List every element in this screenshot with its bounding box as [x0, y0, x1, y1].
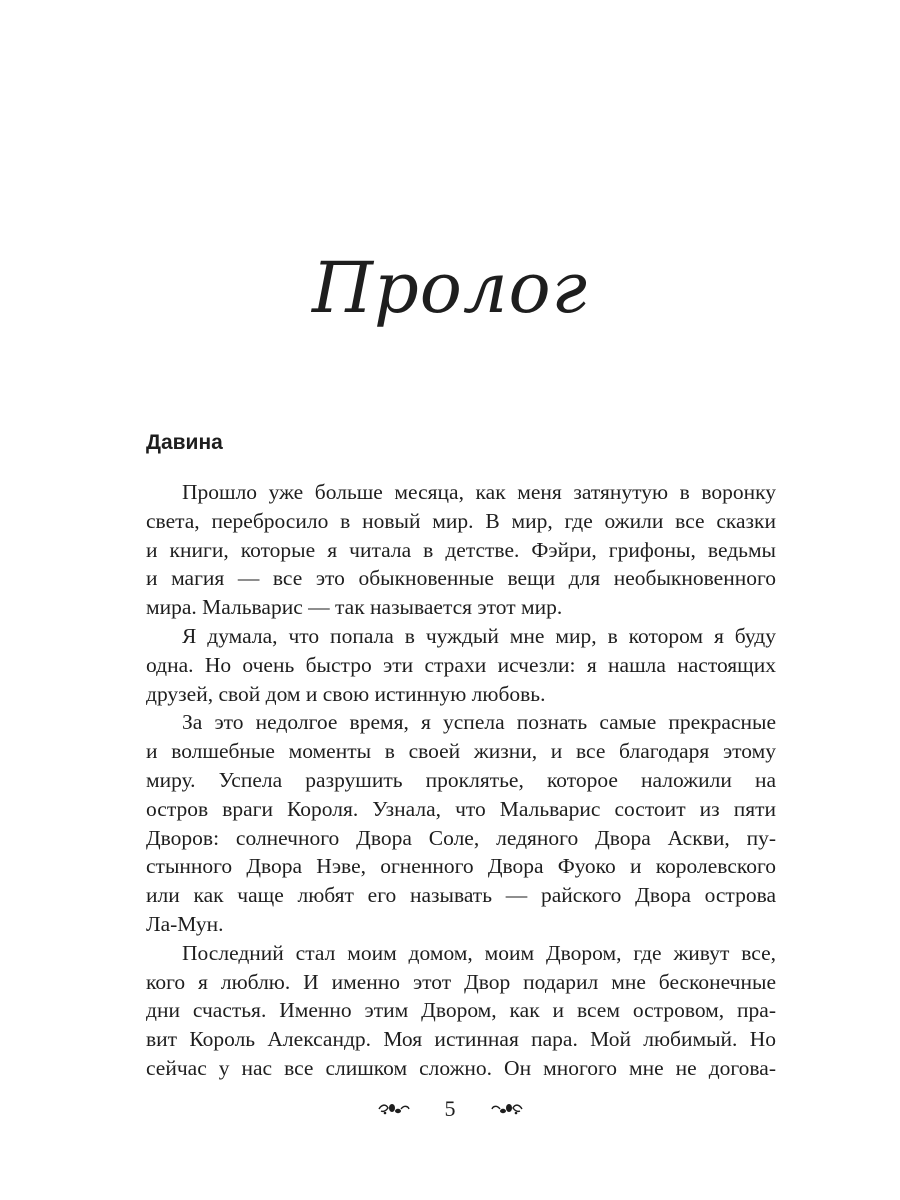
text-line: и магия — все это обыкновенные вещи для необыкновенного: [146, 566, 776, 591]
text-line: мира. Мальварис — так называется этот мир.: [146, 595, 563, 620]
text-line: и волшебные моменты в своей жизни, и все благодаря этому: [146, 739, 776, 764]
text-line: вит Король Александр. Моя истинная пара. Мой любимый. Но: [146, 1027, 776, 1052]
text-line: и книги, которые я читала в детстве. Фэйри, грифоны, ведьмы: [146, 537, 776, 562]
text-line: миру. Успела разрушить проклятье, которое наложили на: [146, 767, 776, 792]
floral-ornament-left-icon: [377, 1102, 411, 1116]
text-line: За это недолгое время, я успела познать самые прекрасные: [182, 710, 776, 735]
text-line: Ла-Мун.: [146, 911, 224, 936]
body-text: [146, 478, 776, 1083]
text-line: Я думала, что попала в чуждый мне мир, в котором я буду: [182, 623, 776, 648]
text-line: остров враги Короля. Узнала, что Мальварис состоит из пяти: [146, 796, 776, 821]
text-line: друзей, свой дом и свою истинную любовь.: [146, 681, 546, 706]
floral-ornament-right-icon: [490, 1102, 524, 1116]
text-line: одна. Но очень быстро эти страхи исчезли: я нашла настоящих: [146, 652, 776, 677]
text-line: Последний стал моим домом, моим Двором, где живут все,: [182, 940, 776, 965]
text-line: или как чаще любят его называть — райского Двора острова: [146, 883, 776, 908]
text-line: сейчас у нас все слишком сложно. Он многого мне не догова-: [146, 1055, 776, 1080]
text-line: Дворов: солнечного Двора Соле, ледяного Двора Аскви, пу-: [146, 825, 776, 850]
narrator-heading: Давина: [146, 431, 223, 454]
text-line: света, перебросило в новый мир. В мир, где ожили все сказки: [146, 508, 776, 533]
text-line: дни счастья. Именно этим Двором, как и всем островом, пра-: [146, 998, 776, 1023]
page-number: 5: [444, 1096, 456, 1121]
text-line: стынного Двора Нэве, огненного Двора Фуоко и королевского: [146, 854, 776, 879]
page-footer: [0, 1094, 900, 1124]
text-line: кого я люблю. И именно этот Двор подарил мне бесконечные: [146, 969, 776, 994]
chapter-title: Пролог: [311, 247, 589, 329]
text-line: Прошло уже больше месяца, как меня затянутую в воронку: [182, 480, 776, 504]
